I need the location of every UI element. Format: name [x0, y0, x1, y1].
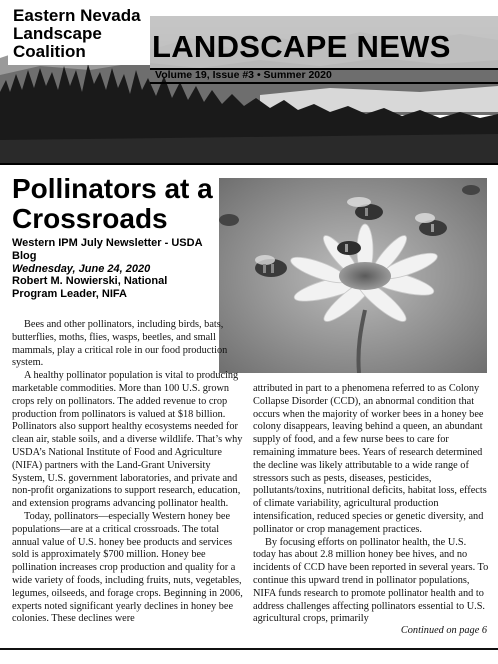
organization-name: Eastern Nevada Landscape Coalition: [13, 6, 141, 61]
article-source: [12, 237, 212, 276]
paragraph: Bees and other pollinators, including birds, bats, butterflies, moths, flies, wasps, beetles, and small mammals, play a critical role in our food production system.: [12, 319, 228, 369]
paragraph: A healthy pollinator population is vital to producing marketable commodities. More than 100 U.S. grown crops rely on pollinators. The added revenue to crop production from pollinators is valued at $18 billion. Pollinators also support healthy ecosystems needed for clean air, stable soils, and a diverse wildlife. That’s why USDA’s National Institute of Food and Agriculture (NIFA) partners with the Land-Grant University System, U.S. government laboratories, and private and non-profit organizations to support research, education, and extension programs advancing pollinator health.: [12, 370, 243, 510]
paragraph: By focusing efforts on pollinator health, the U.S. today has about 2.8 million honey bee hives, and no incidents of CCD have been reported in several years. To continue this upward trend in pollinator populations, NIFA funds research to promote pollinator health and to address challenges affecting pollinators essential to U.S. agricultural crops, primarily: [253, 536, 489, 625]
article-author: Robert M. Nowierski, National Program Leader, NIFA: [12, 275, 168, 300]
paragraph: Today, pollinators—especially Western honey bee populations—are at a critical crossroads. The total annual value of U.S. honey bee products and services sold is approximately $700 million. Honey bee pollination increases crop production and quality for a wide variety of foods, including fruits, nuts, vegetables, legumes, oilseeds, and forage crops. Beginning in 2006, experts noted significant yearly declines in honey bee colonies. These declines were: [12, 510, 243, 625]
article-body-left-column: [12, 319, 245, 626]
article-body-right-column: [253, 383, 490, 626]
article-headline: Pollinators at a Crossroads: [12, 173, 213, 234]
bottom-rule: [0, 648, 498, 650]
source-line: Western IPM July Newsletter - USDA Blog: [12, 237, 203, 262]
paragraph: attributed in part to a phenomena referred to as Colony Collapse Disorder (CCD), an abnormal condition that occurs when the majority of worker bees in a honey bee colony disappears, leaving behind a queen, an abundant supply of food, and a few nurse bees to care for remaining immature bees. Years of research determined the decline was likely attributable to a wide range of stressors such as pests, diseases, pesticides, pollutants/toxins, nutritional deficits, habitat loss, effects of climate variability, agricultural production intensification, reduced species or genetic diversity, and pollinator or crop management practices.: [253, 383, 487, 535]
article-date: Wednesday, June 24, 2020: [12, 263, 151, 275]
newsletter-title: LANDSCAPE NEWS: [152, 29, 451, 64]
masthead: [0, 0, 498, 165]
issue-info: Volume 19, Issue #3 • Summer 2020: [155, 69, 332, 81]
bee-flower-photo: [219, 178, 487, 373]
continued-on-page: Continued on page 6: [400, 625, 487, 636]
